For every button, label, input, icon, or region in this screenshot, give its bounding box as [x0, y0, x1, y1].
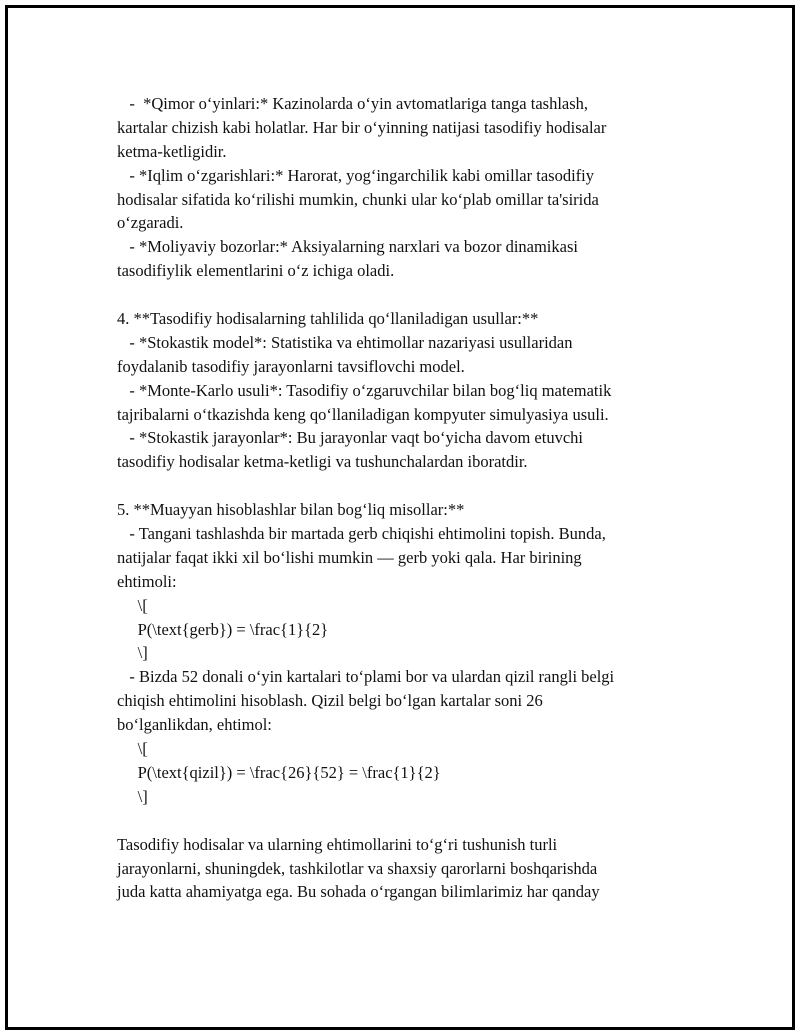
text-line: juda katta ahamiyatga ega. Bu sohada o‘rgangan bilimlarimiz har qanday: [117, 882, 600, 902]
text-line: \]: [117, 786, 148, 806]
text-line: - *Stokastik model*: Statistika va ehtimollar nazariyasi usullaridan: [117, 332, 573, 352]
text-line: 4. **Tasodifiy hodisalarning tahlilida qo‘llaniladigan usullar:**: [117, 309, 539, 329]
text-line: \[: [117, 595, 148, 615]
text-line: o‘zgaradi.: [117, 213, 184, 233]
text-line: - *Monte-Karlo usuli*: Tasodifiy o‘zgaruvchilar bilan bog‘liq matematik: [117, 380, 612, 400]
text-line: - Tangani tashlashda bir martada gerb chiqishi ehtimolini topish. Bunda,: [117, 524, 606, 544]
text-line: \]: [117, 643, 148, 663]
text-line: - Bizda 52 donali o‘yin kartalari to‘plami bor va ulardan qizil rangli belgi: [117, 667, 615, 687]
text-line: ehtimoli:: [117, 571, 177, 591]
blank-line: [117, 809, 692, 833]
text-line: kartalar chizish kabi holatlar. Har bir o‘yinning natijasi tasodifiy hodisalar: [117, 117, 607, 137]
text-line: tasodifiy hodisalar ketma-ketligi va tushunchalardan iboratdir.: [117, 452, 528, 472]
text-line: 5. **Muayyan hisoblashlar bilan bog‘liq misollar:**: [117, 500, 465, 520]
text-line: hodisalar sifatida ko‘rilishi mumkin, chunki ular ko‘plab omillar ta'sirida: [117, 189, 599, 209]
text-line: jarayonlarni, shuningdek, tashkilotlar va shaxsiy qarorlarni boshqarishda: [117, 858, 598, 878]
text-line: chiqish ehtimolini hisoblash. Qizil belgi bo‘lgan kartalar soni 26: [117, 691, 543, 711]
text-line: - *Iqlim o‘zgarishlari:* Harorat, yog‘ingarchilik kabi omillar tasodifiy: [117, 165, 594, 185]
blank-line: [117, 474, 692, 498]
text-line: \[: [117, 739, 148, 759]
text-line: tasodifiylik elementlarini o‘z ichiga oladi.: [117, 261, 395, 281]
text-line: Tasodifiy hodisalar va ularning ehtimollarini to‘g‘ri tushunish turli: [117, 834, 558, 854]
text-line: - *Stokastik jarayonlar*: Bu jarayonlar vaqt bo‘yicha davom etuvchi: [117, 428, 583, 448]
blank-line: [117, 283, 692, 307]
text-line: foydalanib tasodifiy jarayonlarni tavsiflovchi model.: [117, 356, 465, 376]
text-line: tajribalarni o‘tkazishda keng qo‘llaniladigan kompyuter simulyasiya usuli.: [117, 404, 609, 424]
text-line: ketma-ketligidir.: [117, 141, 227, 161]
text-line: - *Qimor o‘yinlari:* Kazinolarda o‘yin avtomatlariga tanga tashlash,: [117, 94, 589, 113]
text-line: P(\text{qizil}) = \frac{26}{52} = \frac{1}{2}: [117, 762, 441, 782]
document-body: [117, 92, 692, 904]
text-line: natijalar faqat ikki xil bo‘lishi mumkin — gerb yoki qala. Har birining: [117, 547, 582, 567]
text-line: - *Moliyaviy bozorlar:* Aksiyalarning narxlari va bozor dinamikasi: [117, 237, 578, 257]
text-line: bo‘lganlikdan, ehtimol:: [117, 715, 272, 735]
text-line: P(\text{gerb}) = \frac{1}{2}: [117, 619, 329, 639]
